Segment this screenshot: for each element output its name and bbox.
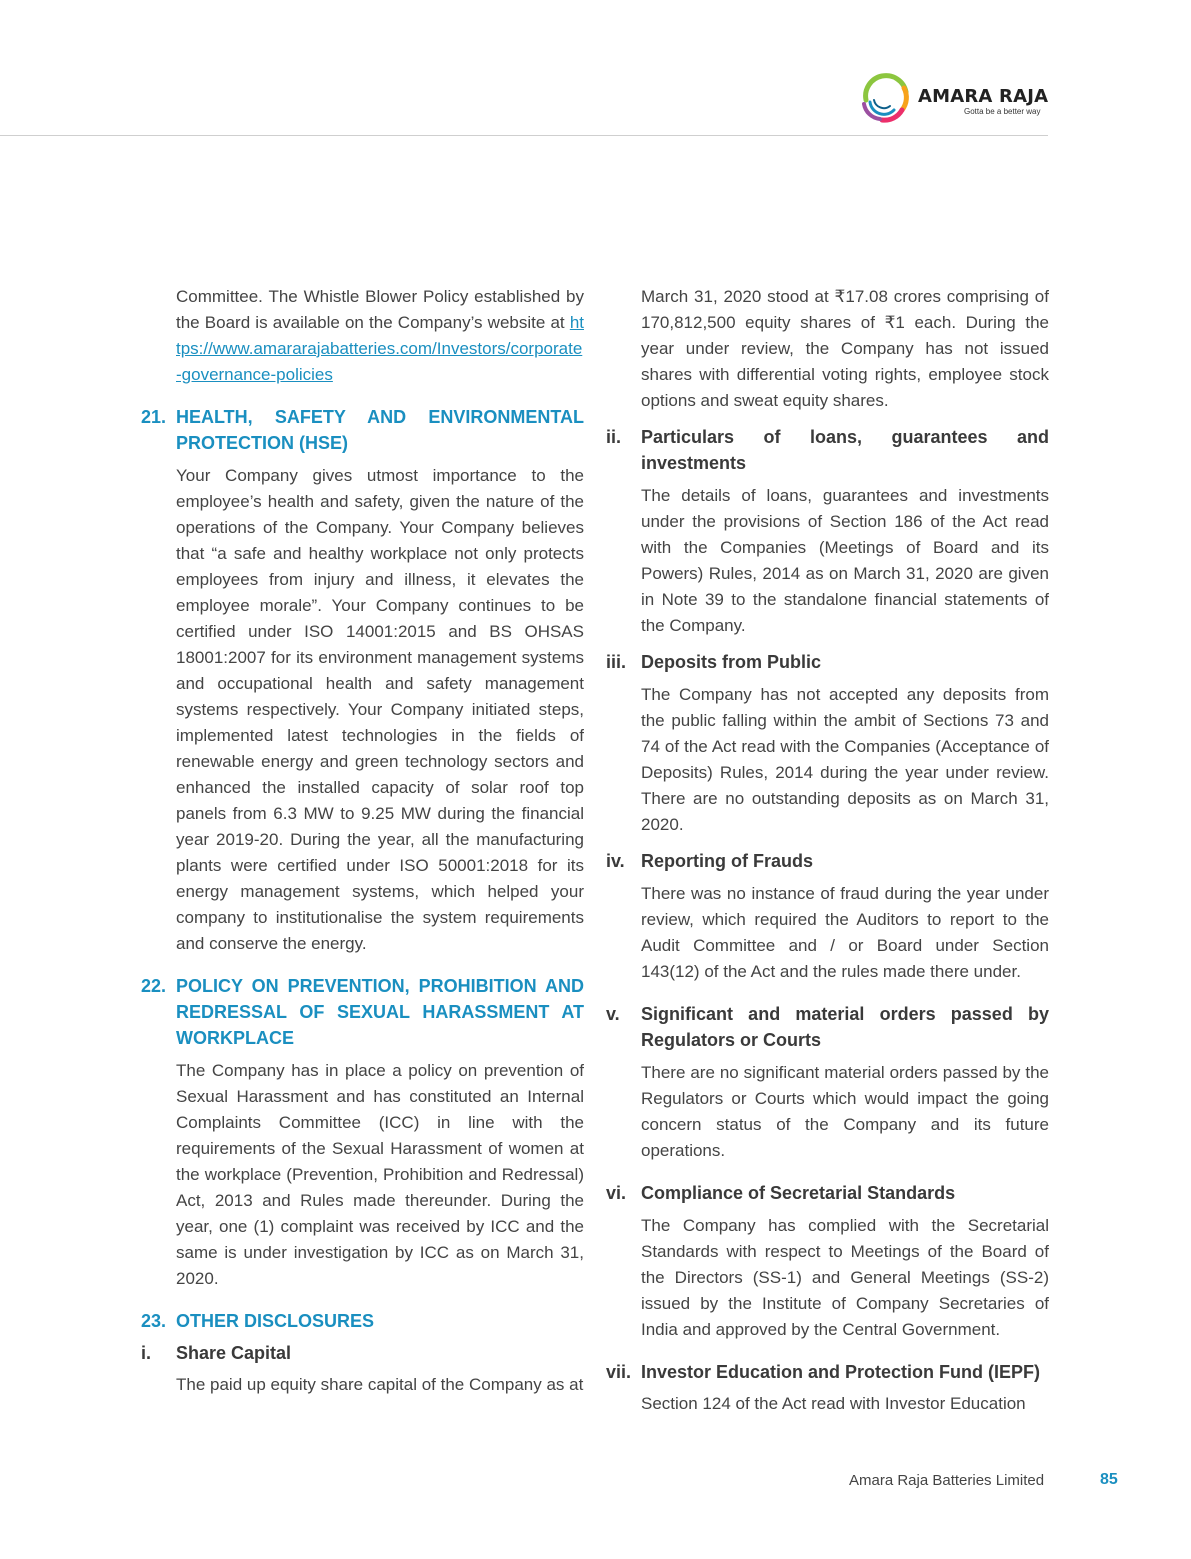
brand-tagline: Gotta be a better way (964, 107, 1041, 116)
section-23-heading (141, 1308, 584, 1334)
subsection-vi-number: vi. (606, 1183, 627, 1203)
subsection-iii-body: The Company has not accepted any deposits from the public falling within the ambit of Sections 73 and 74 of the Act read with the Companies (Acceptance of Deposits) Rules, 2014 during the year under review. There are no outstanding deposits as on March 31, 2020. (641, 685, 1049, 834)
subsection-ii-number: ii. (606, 427, 622, 447)
brand-name: AMARA RAJA (918, 86, 1049, 107)
subsection-v-heading (606, 1001, 1049, 1053)
section-22-title: POLICY ON PREVENTION, PROHIBITION AND REDRESSAL OF SEXUAL HARASSMENT AT WORKPLACE (176, 976, 584, 1048)
section-23-number: 23. (141, 1311, 167, 1331)
section-21-heading (141, 404, 584, 456)
logo-swirl-icon (858, 70, 914, 124)
section-22-body: The Company has in place a policy on prevention of Sexual Harassment and has constituted an Internal Complaints Committee (ICC) in line with the requirements of the Sexual Harassment of women at the workplace (Prevention, Prohibition and Redressal) Act, 2013 and Rules made thereunder. During the year, one (1) complaint was received by ICC and the same is under investigation by ICC as on March 31, 2020. (176, 1061, 584, 1288)
subsection-v-title: Significant and material orders passed by Regulators or Courts (641, 1004, 1049, 1050)
subsection-vi-heading (606, 1180, 1049, 1206)
header-divider (0, 135, 1048, 136)
subsection-i-continuation: March 31, 2020 stood at ₹17.08 crores comprising of 170,812,500 equity shares of ₹1 each. During the year under review, the Company has not issued shares with differential voting rights, employee stock options and sweat equity shares. (641, 287, 1049, 410)
subsection-iii-heading (606, 649, 1049, 675)
subsection-vii-heading (606, 1359, 1049, 1385)
subsection-vi-title: Compliance of Secretarial Standards (641, 1183, 956, 1203)
subsection-vii-title: Investor Education and Protection Fund (IEPF) (641, 1362, 1041, 1382)
governance-policies-link[interactable]: https://www.amararajabatteries.com/Investors/corporate-governance-policies (176, 313, 584, 384)
subsection-vii-body: Section 124 of the Act read with Investor Education (641, 1394, 1026, 1413)
right-column (606, 284, 1049, 1417)
subsection-i-number: i. (141, 1343, 152, 1363)
subsection-iv-heading (606, 848, 1049, 874)
subsection-i-heading (141, 1340, 584, 1366)
subsection-iii-title: Deposits from Public (641, 652, 822, 672)
page-number: 85 (1100, 1471, 1118, 1488)
subsection-v-body: There are no significant material orders passed by the Regulators or Courts which would impact the going concern status of the Company and its future operations. (641, 1063, 1049, 1160)
section-21-body: Your Company gives utmost importance to the employee’s health and safety, given the nature of the operations of the Company. Your Company believes that “a safe and healthy workplace not only protects employees from injury and illness, it elevates the employee morale”. Your Company continues to be certified under ISO 14001:2015 and BS OHSAS 18001:2007 for its environment management systems and occupational health and safety management systems respectively. Your Company initiated steps, implemented latest technologies in the fields of renewable energy and green technology sectors and enhanced the installed capacity of solar roof top panels from 6.3 MW to 9.25 MW during the financial year 2019-20. During the year, all the manufacturing plants were certified under ISO 50001:2018 for its energy management systems, which helped your company to institutionalise the system requirements and conserve the energy. (176, 466, 584, 953)
section-22-heading (141, 973, 584, 1051)
subsection-ii-heading (606, 424, 1049, 476)
subsection-v-number: v. (606, 1004, 620, 1024)
subsection-vi-body: The Company has complied with the Secretarial Standards with respect to Meetings of the Board of the Directors (SS-1) and General Meetings (SS-2) issued by the Institute of Company Secretaries of India and approved by the Central Government. (641, 1216, 1049, 1339)
subsection-iii-number: iii. (606, 652, 627, 672)
section-21-number: 21. (141, 407, 167, 427)
subsection-iv-title: Reporting of Frauds (641, 851, 813, 871)
section-21-title: HEALTH, SAFETY AND ENVIRONMENTAL PROTECTION (HSE) (176, 407, 584, 453)
company-logo (858, 70, 1058, 124)
subsection-i-body: The paid up equity share capital of the Company as at (176, 1375, 584, 1394)
continuation-text: Committee. The Whistle Blower Policy established by the Board is available on the Company’s website at (176, 287, 584, 332)
whistle-blower-continuation (176, 284, 584, 388)
subsection-vii-number: vii. (606, 1362, 632, 1382)
subsection-ii-title: Particulars of loans, guarantees and investments (641, 427, 1049, 473)
subsection-iv-number: iv. (606, 851, 625, 871)
footer-company-name: Amara Raja Batteries Limited (849, 1472, 1045, 1489)
section-23-title: OTHER DISCLOSURES (176, 1311, 375, 1331)
left-column (141, 284, 584, 1398)
subsection-ii-body: The details of loans, guarantees and investments under the provisions of Section 186 of the Act read with the Companies (Meetings of Board and its Powers) Rules, 2014 as on March 31, 2020 are given in Note 39 to the standalone financial statements of the Company. (641, 486, 1049, 635)
section-22-number: 22. (141, 976, 167, 996)
subsection-iv-body: There was no instance of fraud during the year under review, which required the Auditors to report to the Audit Committee and / or Board under Section 143(12) of the Act and the rules made there under. (641, 884, 1049, 981)
subsection-i-title: Share Capital (176, 1343, 292, 1363)
